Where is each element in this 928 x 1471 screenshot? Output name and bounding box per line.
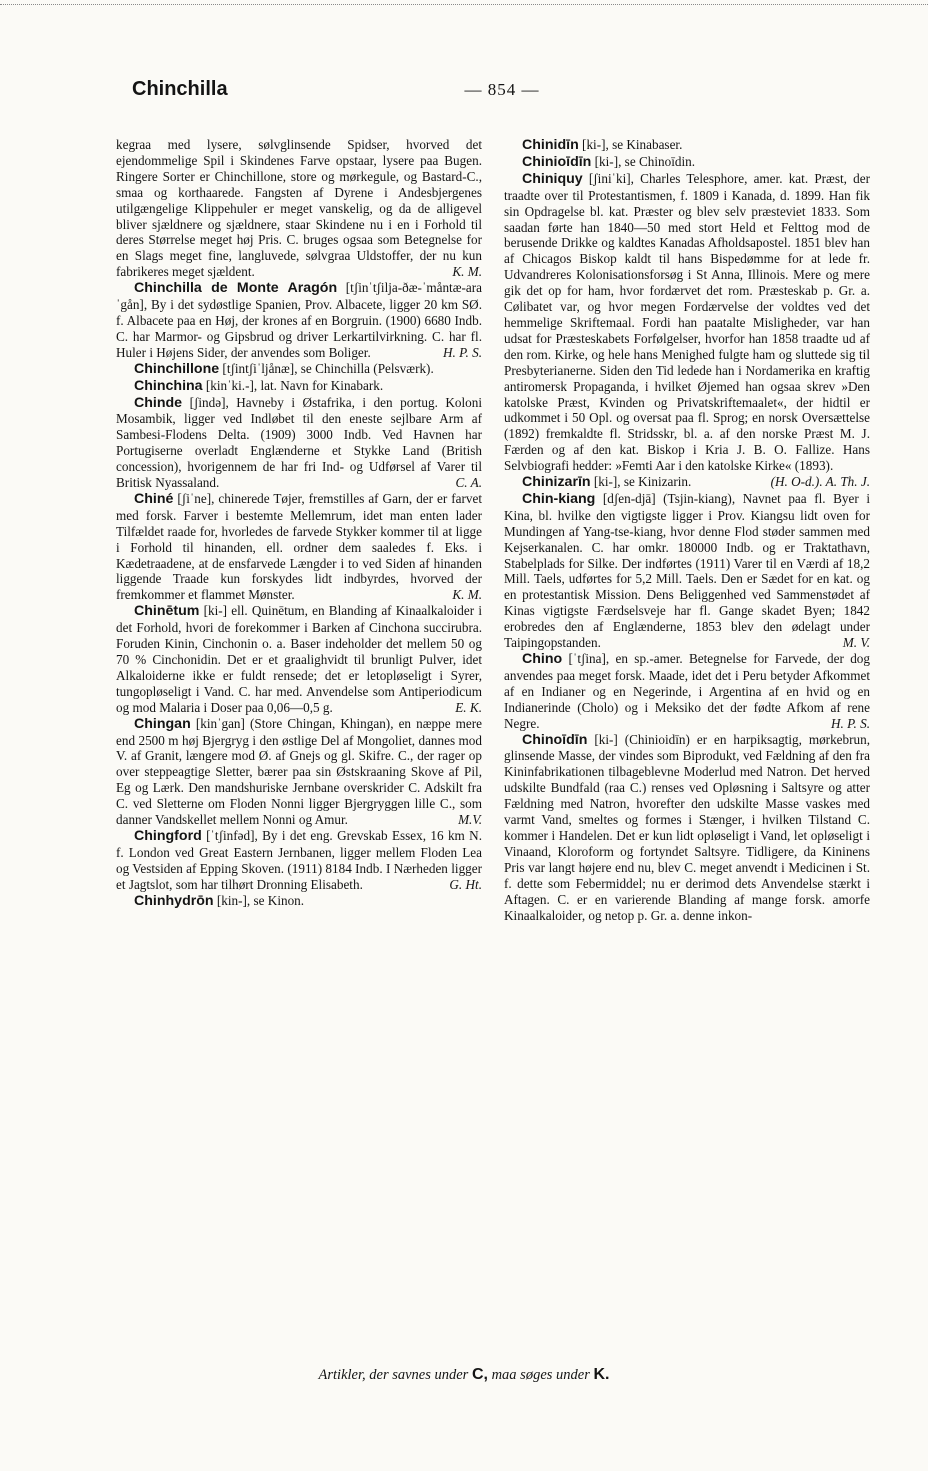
entry-headword: Chino	[522, 651, 563, 667]
dictionary-entry	[116, 603, 482, 715]
entry-text: [dʃen-djā] (Tsjin-kiang), Navnet paa fl. Byer i Kina, bl. hvilke den vigtigste ligger i Prov. Kiangsu lidt oven for Mundingen af Yang-tse-kiang, hvor denne Flod støder sammen med Kejserkanalen. C. har omkr. 180000 Indb. og er Traktathavn, Stabelplads for Silke. Der indførtes (1911) Varer til en Værdi af 18,2 Mill. Taels, udførtes for 5,2 Mill. Taels. Den er Sædet for en kat. og en protestantisk Mission. Dens Beliggenhed ved Sammenstødet af Kinas vigtigste Færdselsveje har fl. Gange skadet Byen; 1842 erobredes den af Englænderne, 1853 blev den ødelagt under Taipingopstanden.	[504, 490, 870, 651]
footer-letter-c: C,	[471, 1366, 488, 1383]
entry-headword: Chinizarīn	[522, 474, 591, 491]
entry-text: [ˈtʃina], en sp.-amer. Betegnelse for Farvede, der dog anvendes paa meget forsk. Maade, idet det i Peru betyder Afkommet af en Indianer og en Negerinde, i Argentina af en hvid og en Indianerinde (Cholo) og i Meksiko det der fødte Afkom af rene Negre.	[504, 651, 870, 731]
dictionary-entry	[116, 893, 482, 910]
dictionary-entry	[504, 732, 870, 924]
dictionary-entry	[504, 137, 870, 154]
entry-headword: Chingford	[134, 827, 202, 844]
entry-text: [ki-], se Kinabaser.	[578, 137, 683, 152]
entry-text: [ki-], se Kinizarin.	[590, 474, 692, 490]
entry-signature: H. P. S.	[443, 344, 482, 360]
entry-headword: Chingan	[134, 715, 191, 732]
dictionary-entry	[504, 651, 870, 732]
footer-note	[0, 1366, 928, 1384]
entry-headword: Chinde	[134, 394, 183, 411]
entry-headword: Chinioīdīn	[522, 153, 592, 170]
footer-pre: Artikler, der savnes under	[318, 1367, 472, 1383]
footer-letter-k: K.	[593, 1366, 610, 1383]
dictionary-entry	[504, 491, 870, 651]
dictionary-entry	[116, 378, 482, 395]
page-header	[132, 78, 872, 108]
page-number: — 854 —	[464, 80, 540, 99]
footer-mid: maa søges under	[487, 1367, 594, 1383]
dictionary-entry	[116, 280, 482, 361]
running-head: Chinchilla	[132, 78, 228, 100]
entry-signature: (H. O-d.). A. Th. J.	[770, 474, 870, 490]
entry-text: [ki-] ell. Quinētum, en Blanding af Kinaalkaloider i det Forhold, hvori de forekommer i Barken af Cinchona succirubra. Foruden Kinin, Cinchonin o. a. Baser indeholder det mellem 50 og 70 % Cinchonidin. Det er et graalighvidt til brunligt Pulver, idet Alkaloiderne ikke er fuldt rensede; det er letopløseligt i Syrer, tungopløseligt i Vand. C. har med. Anvendelse som Antiperiodicum og mod Malaria i Doser paa 0,06—0,5 g.	[116, 603, 482, 715]
entry-headword: Chinchina	[134, 377, 203, 394]
dictionary-entry	[116, 361, 482, 378]
entry-text: [ˈtʃinfəd], By i det eng. Grevskab Essex, 16 km N. f. London ved Great Eastern Jernbanen, ligger mellem Floden Lea og Vestsiden af Epping Skoven. (1911) 8184 Indb. I Nærheden ligger et Jagtslot, som har tilhørt Dronning Elisabeth.	[116, 827, 482, 892]
entry-headword: Chinidīn	[522, 137, 579, 153]
dictionary-entry	[116, 491, 482, 603]
entry-text: [ki-], se Chinoīdin.	[591, 153, 696, 169]
entry-signature: E. K.	[455, 699, 482, 715]
dictionary-entry	[116, 828, 482, 893]
entry-signature: H. P. S.	[831, 715, 870, 731]
entry-text: kegraa med lysere, sølvglinsende Spidser, hvorved det ejendommelige Spil i Skindenes Farve opstaar, lysere paa Bugen. Ringere Sorter er Chinchillone, store og mørkegule, og Bastard-C., smaa og korthaarede. Fangsten af Dyrene i Andesbjergenes utilgængelige Klippehuler er meget vanskelig, og da de alligevel bliver sjældnere og sjældnere, staar Skindene nu i en i Forhold til deres Størrelse meget høj Pris. C. bruges ogsaa som Betegnelse for en Slags meget fine, langluvede, sølvgraa Uldstoffer, der nu kun fabrikeres meget sjældent.	[116, 137, 482, 280]
entry-headword: Chinoīdīn	[522, 731, 588, 748]
dictionary-entry	[116, 716, 482, 828]
entry-signature: K. M.	[452, 587, 482, 603]
entry-text: [kinˈgan] (Store Chingan, Khingan), en næppe mere end 2500 m høj Bjergryg i den østlige Del af Mongoliet, dannes mod V. af Granit, længere mod Ø. af Gnejs og gl. Skifre. C., der rager op over steppeagtige Sletter, bærer paa sin Østskraaning Skove af Pil, Eg og Lærk. Den mandshuriske Jernbane overskrider C. Adskilt fra C. ved Sletterne om Floden Nonni ligger Bjergryggen lille C., som danner Vandskellet mellem Nonni og Amur.	[116, 715, 482, 828]
entry-text: [ʃiˈne], chinerede Tøjer, fremstilles af Garn, der er farvet med forsk. Farver i bestemte Mellemrum, idet man enten lader Tilfældet raade for, hvorledes de farvede Stykker kommer til at ligge i Forhold til hinanden, ell. ordner dem saaledes f. Eks. i Kædetraadene, at de ensfarvede Længder i to ved Siden af hinanden liggende Traade kun forskydes lidt indbyrdes, hvorved der fremkommer et flammet Mønster.	[116, 490, 482, 603]
entry-signature: G. Ht.	[449, 876, 482, 892]
entry-signature: M.V.	[458, 812, 482, 828]
dictionary-entry	[116, 395, 482, 491]
entry-signature: K. M.	[452, 264, 482, 280]
entry-text: [kinˈki.-], lat. Navn for Kinabark.	[202, 377, 384, 393]
dictionary-entry	[504, 154, 870, 171]
top-dotted-rule	[0, 4, 928, 5]
entry-headword: Chiniquy	[522, 170, 583, 187]
entry-text: [ki-] (Chinioidīn) er en harpiksagtig, mørkebrun, glinsende Masse, der vindes som Biprodukt, ved Fældning af den fra Kininfabrikationen tilbageblevne Moderlud med Natron. Det herved udskilte Bundfald (raa C.) renses ved Opløsning i Saltsyre og atter Fældning med Natron, hvorefter den udskilte Masse vaskes med varmt Vand, smeltes og formes i Stænger, i hvilken Tilstand C. kommer i Handelen. Det er kun lidt opløseligt i Vand, let opløseligt i Vinaand, Kloroform og fortyndet Saltsyre. Tidligere, da Kininens Pris var langt højere end nu, blev C. meget anvendt i Medicinen i St. f. dette som Febermiddel; nu er derimod dets Anvendelse stærkt i Aftagen. C. er en varierende Blanding af mange forsk. amorfe Kinaalkaloider, og netop p. Gr. a. denne inkon-	[504, 731, 870, 923]
entry-text: [ʃiniˈki], Charles Telesphore, amer. kat. Præst, der traadte over til Protestantismen, f. 1809 i Kanada, d. 1899. Han fik sin Opdragelse bl. kat. Præster og blev selv præsteviet 1833. Som saadan førte han 1840—50 med stort Held et Felttog mod de berusende Drikke og kaldtes Kanadas Afholdsapostel. 1851 blev han af Chicagos Biskop kaldt til hans Bispedømme for at lede fr. Udvandreres Kolonisationsforsøg i St Anna, Illinois. Mere og mere gik det op for ham, hvor fordærvet det rom. Præsteskab p. Gr. a. Cølibatet var, og hvor megen Fordærvelse der voldtes ved det hemmelige Skriftemaal. Fordi han paatalte Misligheder, var han udsat for Præsteskabets Forfølgelser, hvorfor han 1858 traadte ud af den rom. Kirke, og hele hans Menighed fulgte ham og sluttede sig til Presbyterianerne. Siden den Tid ledede han i Nordamerika en kraftig antiromersk Propaganda, i hvilket Øjemed han ogsaa skrev »Den katolske Præst, Kvinden og Privatskriftemaalet«, der hidtil er udkommet i 50 Opl. og oversat paa fl. Sprog; en norsk Oversættelse (1892) fremkaldte fl. Stridsskr, bl. a. af den norske Præst M. J. Færden og af den kat. Biskop i Kria J. B. O. Fallize. Hans Selvbiografi hedder: »Femti Aar i den katolske Kirke« (1893).	[504, 170, 870, 474]
entry-text: [tʃintʃiˈljånæ], se Chinchilla (Pelsværk).	[219, 360, 434, 376]
entry-signature: M. V.	[842, 635, 870, 651]
entry-headword: Chinhydrōn	[134, 892, 214, 909]
entry-headword: Chinchilla de Monte Aragón	[134, 280, 338, 297]
entry-headword: Chinchillone	[134, 360, 220, 377]
left-column	[116, 137, 482, 910]
entry-text: [tʃinˈtʃilja-ðæ-ˈmåntæ-araˈgån], By i det sydøstlige Spanien, Prov. Albacete, ligger 20 km SØ. f. Albacete paa en Høj, der krones af en Borgruin. (1900) 6680 Indb. C. har Marmor- og Gipsbrud og driver Lerkartilvirkning. C. har fl. Huler i Højens Sider, der anvendes som Boliger.	[116, 280, 482, 360]
dictionary-entry	[116, 137, 482, 280]
right-column	[504, 137, 870, 923]
entry-text: [kin-], se Kinon.	[213, 892, 305, 908]
entry-text: [ʃində], Havneby i Østafrika, i den portug. Koloni Mosambik, ligger ved Indløbet til den eneste sejlbare Arm af Sambesi-Flodens Delta. (1909) 3000 Indb. Ved Havnen har Portugiserne overladt Englænderne et Stykke Land (British concession), hvorigennem de har fri Ind- og Udførsel af Varer til Britisk Nyassaland.	[116, 394, 482, 491]
entry-signature: C. A.	[455, 475, 482, 491]
entry-headword: Chin-kiang	[522, 490, 596, 507]
entry-headword: Chinētum	[134, 603, 200, 620]
entry-headword: Chiné	[134, 490, 174, 507]
